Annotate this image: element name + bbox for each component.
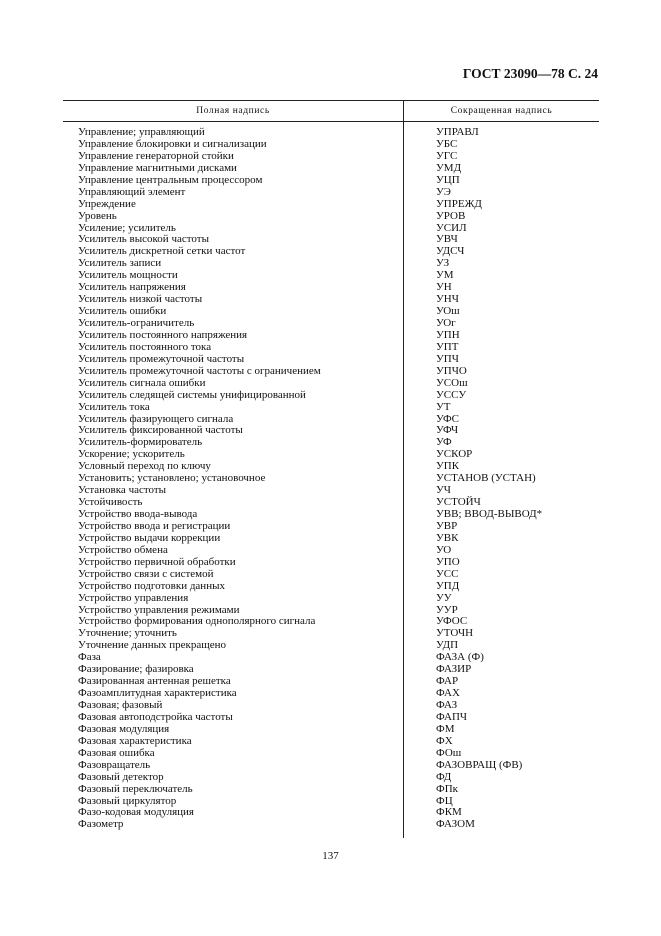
full-name-cell: Устройство выдачи коррекции	[78, 531, 221, 544]
full-name-cell: Управление генераторной стойки	[78, 149, 234, 162]
abbreviation-cell: УПН	[436, 328, 460, 341]
abbreviation-cell: ФАР	[436, 675, 459, 688]
abbreviation-cell: УЭ	[436, 185, 451, 198]
table-row	[78, 329, 638, 341]
abbreviation-cell: ФМ	[436, 722, 455, 735]
full-name-cell: Фазовращатель	[78, 758, 151, 771]
abbreviation-cell: УСОш	[436, 376, 468, 389]
abbreviation-cell: УМ	[436, 269, 454, 282]
table-row	[78, 568, 638, 580]
full-name-cell: Усилитель записи	[78, 257, 162, 270]
full-name-cell: Фазирование; фазировка	[78, 663, 194, 676]
full-name-cell: Устройство ввода и регистрации	[78, 519, 231, 532]
full-name-cell: Усилитель-формирователь	[78, 436, 203, 449]
table-row	[78, 222, 638, 234]
abbreviation-cell: УЗ	[436, 257, 450, 270]
abbreviation-cell: УГС	[436, 149, 458, 162]
full-name-cell: Фазовая ошибка	[78, 746, 155, 759]
abbreviation-cell: ФАЗА (Ф)	[436, 651, 484, 664]
table-row	[78, 424, 638, 436]
full-name-cell: Управление магнитными дисками	[78, 161, 237, 174]
full-name-cell: Усилитель фиксированной частоты	[78, 424, 243, 437]
abbreviation-cell: ФАЗОМ	[436, 818, 475, 831]
full-name-cell: Ускорение; ускоритель	[78, 448, 185, 461]
page-header: ГОСТ 23090—78 С. 24	[462, 66, 598, 81]
table-top-rule	[63, 100, 599, 101]
abbreviation-cell: ФАХ	[436, 687, 460, 700]
table-row	[78, 198, 638, 210]
abbreviation-cell: ФОш	[436, 746, 462, 759]
full-name-cell: Устройство первичной обработки	[78, 555, 236, 568]
abbreviation-cell: УРОВ	[436, 209, 466, 222]
full-name-cell: Устройство формирования однополярного сигнала	[78, 615, 316, 628]
abbreviation-cell: УПД	[436, 579, 460, 592]
table-row	[78, 806, 638, 818]
abbreviation-cell: УОг	[436, 317, 456, 329]
full-name-cell: Усилитель постоянного тока	[78, 340, 212, 353]
full-name-cell: Фазированная антенная решетка	[78, 675, 231, 688]
full-name-cell: Усилитель напряжения	[78, 281, 186, 294]
abbreviation-cell: УДСЧ	[436, 245, 465, 258]
full-name-cell: Усилитель фазирующего сигнала	[78, 412, 234, 425]
table-row	[78, 233, 638, 245]
abbreviation-cell: УЧ	[436, 484, 451, 497]
abbreviation-cell: УВЧ	[436, 233, 458, 246]
table-row	[78, 305, 638, 317]
table-row	[78, 448, 638, 460]
full-name-cell: Фаза	[78, 651, 101, 664]
full-name-cell: Усилитель мощности	[78, 269, 178, 282]
table-row	[78, 699, 638, 711]
abbreviation-cell: УСТОЙЧ	[436, 496, 481, 509]
table-row	[78, 663, 638, 675]
table-row	[78, 604, 638, 616]
abbreviation-cell: УПРЕЖД	[436, 197, 482, 210]
abbreviation-cell: УЦП	[436, 173, 460, 186]
abbreviation-cell: УПЧО	[436, 364, 467, 377]
table-row	[78, 556, 638, 568]
full-name-cell: Фазометр	[78, 818, 124, 831]
abbreviation-cell: УН	[436, 281, 452, 294]
abbreviation-cell: ФХ	[436, 734, 453, 747]
table-row	[78, 783, 638, 795]
table-row	[78, 818, 638, 830]
abbreviation-cell: ФД	[436, 770, 452, 783]
table-row	[78, 675, 638, 687]
abbreviation-cell: УФ	[436, 436, 452, 449]
column-header-abbr: Сокращенная надпись	[450, 106, 553, 116]
full-name-cell: Усилитель промежуточной частоты с ограничением	[78, 364, 321, 377]
table-row	[78, 377, 638, 389]
table-row	[78, 795, 638, 807]
full-name-cell: Фазовый циркулятор	[78, 794, 177, 807]
full-name-cell: Усилитель дискретной сетки частот	[78, 245, 246, 258]
abbreviation-cell: УФС	[436, 412, 459, 425]
table-row	[78, 413, 638, 425]
table-row	[78, 580, 638, 592]
full-name-cell: Условный переход по ключу	[78, 460, 211, 473]
abbreviation-cell: ФЦ	[436, 794, 453, 807]
table-row	[78, 257, 638, 269]
full-name-cell: Уточнение; уточнить	[78, 627, 177, 640]
table-row	[78, 210, 638, 222]
table-row	[78, 592, 638, 604]
table-row	[78, 245, 638, 257]
abbreviation-cell: УПТ	[436, 340, 459, 353]
abbreviation-cell: УПК	[436, 460, 460, 473]
full-name-cell: Уточнение данных прекращено	[78, 639, 227, 652]
full-name-cell: Усилитель ошибки	[78, 305, 167, 318]
table-row	[78, 150, 638, 162]
abbreviation-cell: ФАПЧ	[436, 710, 468, 723]
table-row	[78, 747, 638, 759]
abbreviation-cell: УСКОР	[436, 448, 473, 461]
full-name-cell: Фазовый переключатель	[78, 782, 193, 795]
abbreviation-cell: УСТАНОВ (УСТАН)	[436, 472, 536, 485]
full-name-cell: Фазовая; фазовый	[78, 699, 163, 711]
full-name-cell: Уровень	[78, 209, 117, 222]
full-name-cell: Управляющий элемент	[78, 185, 186, 198]
table-row	[78, 735, 638, 747]
abbreviation-cell: УСИЛ	[436, 221, 467, 234]
abbreviation-cell: УВР	[436, 519, 458, 532]
abbreviation-table	[78, 126, 638, 830]
abbreviation-cell: УФЧ	[436, 424, 459, 437]
table-row	[78, 759, 638, 771]
column-header-full: Полная надпись	[196, 106, 270, 116]
full-name-cell: Управление блокировки и сигнализации	[78, 137, 267, 150]
table-row	[78, 460, 638, 472]
abbreviation-cell: УВК	[436, 531, 459, 544]
table-row	[78, 615, 638, 627]
table-row	[78, 639, 638, 651]
table-row	[78, 436, 638, 448]
table-row	[78, 281, 638, 293]
full-name-cell: Усилитель-ограничитель	[78, 317, 195, 329]
full-name-cell: Установить; установлено; установочное	[78, 472, 266, 485]
full-name-cell: Устойчивость	[78, 496, 143, 509]
abbreviation-cell: УНЧ	[436, 293, 459, 306]
table-row	[78, 484, 638, 496]
full-name-cell: Устройство обмена	[78, 543, 168, 556]
full-name-cell: Фазовый детектор	[78, 770, 164, 783]
full-name-cell: Устройство подготовки данных	[78, 579, 225, 592]
full-name-cell: Фазовая модуляция	[78, 722, 170, 735]
table-row	[78, 389, 638, 401]
table-row	[78, 186, 638, 198]
full-name-cell: Усиление; усилитель	[78, 221, 176, 234]
full-name-cell: Управление центральным процессором	[78, 173, 263, 186]
table-row	[78, 162, 638, 174]
full-name-cell: Усилитель низкой частоты	[78, 293, 203, 306]
abbreviation-cell: УМД	[436, 161, 462, 174]
table-row	[78, 508, 638, 520]
full-name-cell: Устройство управления	[78, 591, 189, 604]
table-row	[78, 401, 638, 413]
abbreviation-cell: УУР	[436, 603, 458, 616]
table-row	[78, 627, 638, 639]
abbreviation-cell: УДП	[436, 639, 459, 652]
table-row	[78, 532, 638, 544]
full-name-cell: Усилитель сигнала ошибки	[78, 376, 206, 389]
full-name-cell: Устройство связи с системой	[78, 567, 214, 580]
abbreviation-cell: ФАЗОВРАЩ (ФВ)	[436, 758, 523, 771]
table-row	[78, 174, 638, 186]
table-row	[78, 472, 638, 484]
abbreviation-cell: УПО	[436, 555, 460, 568]
full-name-cell: Фазовая характеристика	[78, 734, 192, 747]
table-row	[78, 544, 638, 556]
abbreviation-cell: ФАЗ	[436, 699, 458, 711]
full-name-cell: Фазоамплитудная характеристика	[78, 687, 237, 700]
abbreviation-cell: УУ	[436, 591, 452, 604]
full-name-cell: Усилитель высокой частоты	[78, 233, 209, 246]
abbreviation-cell: УПРАВЛ	[436, 126, 479, 138]
abbreviation-cell: УТ	[436, 400, 451, 413]
abbreviation-cell: УВВ; ВВОД-ВЫВОД*	[436, 508, 543, 520]
header-divider-rule	[63, 121, 599, 122]
abbreviation-cell: УССУ	[436, 388, 467, 401]
table-row	[78, 317, 638, 329]
table-row	[78, 651, 638, 663]
table-row	[78, 365, 638, 377]
full-name-cell: Управление; управляющий	[78, 126, 205, 138]
abbreviation-cell: УПЧ	[436, 352, 459, 365]
abbreviation-cell: УФОС	[436, 615, 468, 628]
table-row	[78, 353, 638, 365]
abbreviation-cell: ФАЗИР	[436, 663, 472, 676]
abbreviation-cell: УСС	[436, 567, 459, 580]
abbreviation-cell: УО	[436, 543, 452, 556]
full-name-cell: Усилитель следящей системы унифицированной	[78, 388, 306, 401]
abbreviation-cell: УТОЧН	[436, 627, 474, 640]
full-name-cell: Устройство управления режимами	[78, 603, 240, 616]
full-name-cell: Усилитель тока	[78, 400, 150, 413]
full-name-cell: Фазо-кодовая модуляция	[78, 806, 194, 819]
table-row	[78, 496, 638, 508]
table-row	[78, 711, 638, 723]
abbreviation-cell: ФПк	[436, 782, 458, 795]
table-row	[78, 126, 638, 138]
table-row	[78, 520, 638, 532]
full-name-cell: Усилитель постоянного напряжения	[78, 328, 248, 341]
page-number: 137	[322, 850, 339, 862]
table-row	[78, 723, 638, 735]
full-name-cell: Фазовая автоподстройка частоты	[78, 710, 233, 723]
full-name-cell: Установка частоты	[78, 484, 167, 497]
full-name-cell: Устройство ввода-вывода	[78, 508, 198, 520]
abbreviation-cell: ФКМ	[436, 806, 462, 819]
full-name-cell: Усилитель промежуточной частоты	[78, 352, 245, 365]
full-name-cell: Упреждение	[78, 197, 136, 210]
table-row	[78, 269, 638, 281]
table-row	[78, 341, 638, 353]
table-row	[78, 293, 638, 305]
table-row	[78, 771, 638, 783]
table-row	[78, 687, 638, 699]
abbreviation-cell: УОш	[436, 305, 460, 318]
table-row	[78, 138, 638, 150]
abbreviation-cell: УБС	[436, 137, 458, 150]
